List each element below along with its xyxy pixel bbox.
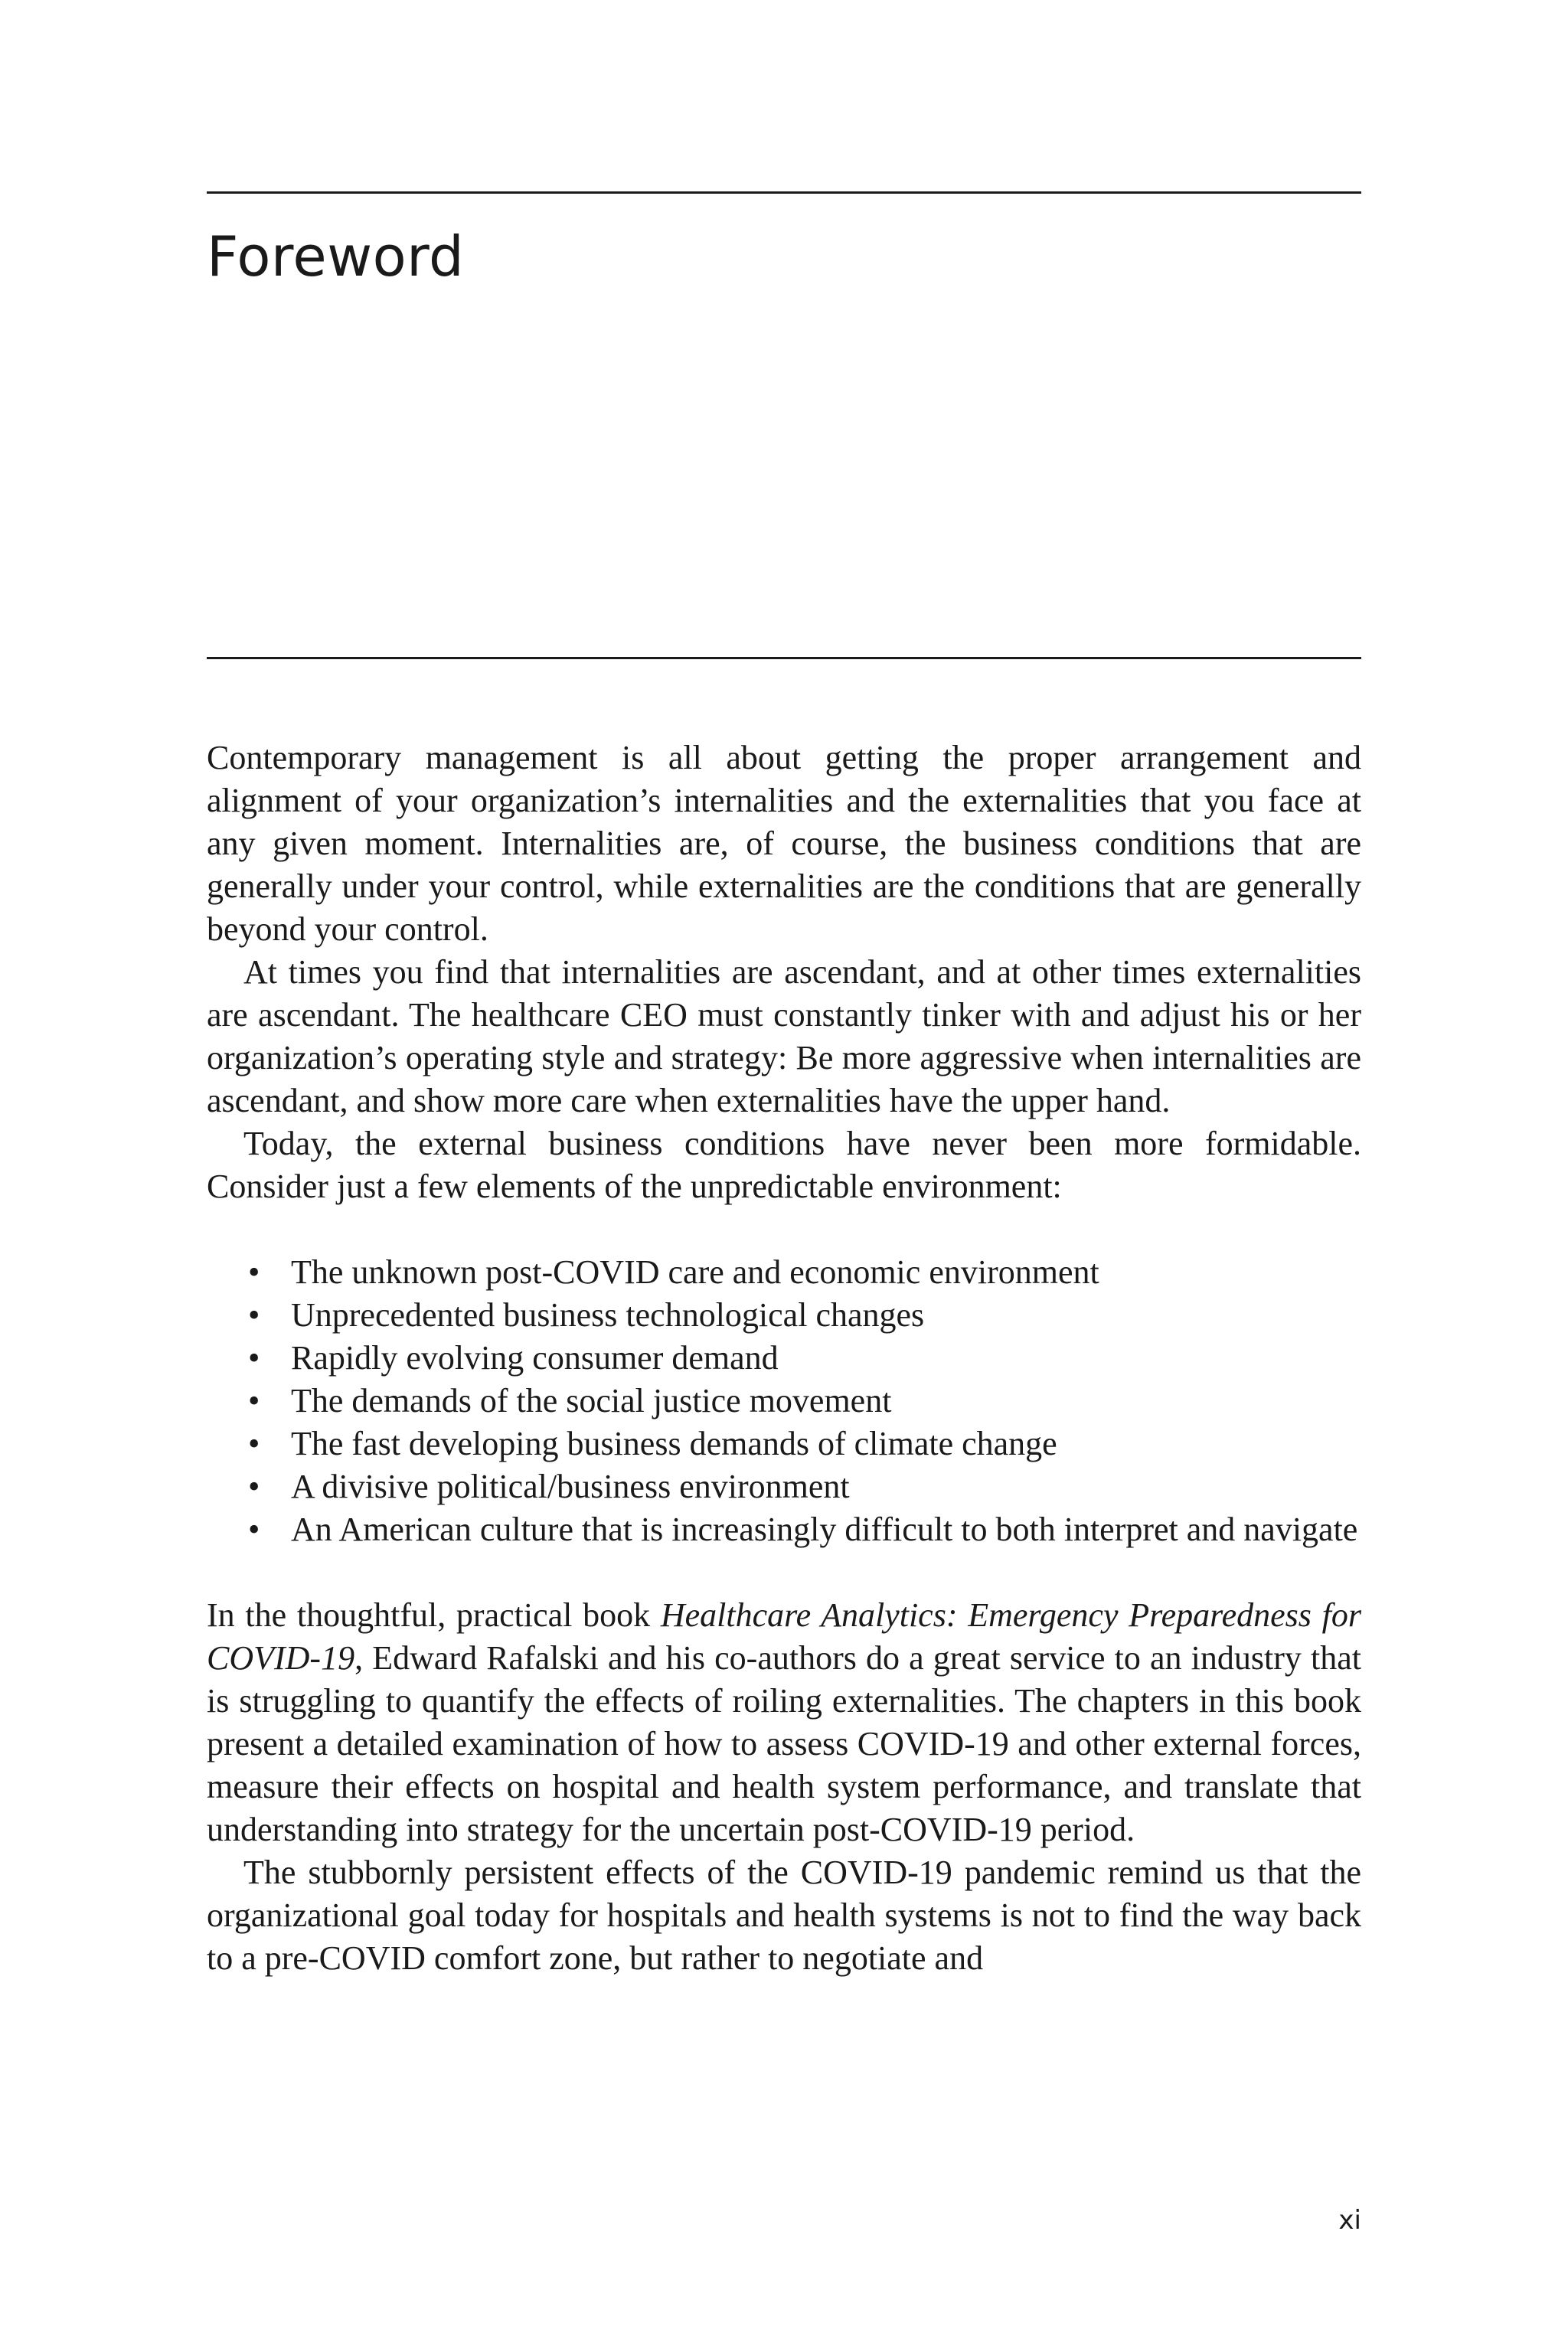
bullet-text: An American culture that is increasingly difficult to both interpret and navigate xyxy=(291,1511,1358,1548)
bullet-item xyxy=(248,1294,1361,1337)
title-bottom-rule xyxy=(207,657,1361,659)
paragraph-5: The stubbornly persistent effects of the COVID-19 pandemic remind us that the organizational goal today for hospitals and health systems is not to find the way back to a pre-COVID comfort zone, but rather to negotiate and xyxy=(207,1854,1361,1977)
bullet-item xyxy=(248,1423,1361,1465)
bullet-item xyxy=(248,1380,1361,1423)
bullet-list xyxy=(207,1251,1361,1551)
paragraph-3: Today, the external business conditions have never been more formidable. Consider just a few elements of the unpredictable environment: xyxy=(207,1125,1361,1205)
bullet-dot: • xyxy=(248,1253,260,1291)
bullet-text: The unknown post-COVID care and economic environment xyxy=(291,1253,1099,1291)
bullet-item xyxy=(248,1465,1361,1508)
paragraph-4-lead: In the thoughtful, practical book xyxy=(207,1596,661,1634)
bullet-dot: • xyxy=(248,1382,260,1419)
bullet-dot: • xyxy=(248,1339,260,1377)
bullet-dot: • xyxy=(248,1468,260,1505)
bullet-dot: • xyxy=(248,1296,260,1334)
chapter-title: Foreword xyxy=(207,224,465,289)
page-number: xi xyxy=(1338,2205,1361,2236)
book-title: Healthcare Analytics: Emergency Preparedness for COVID-19 xyxy=(207,1596,1361,1677)
top-rule xyxy=(207,191,1361,194)
bullet-text: The demands of the social justice movement xyxy=(291,1382,892,1419)
paragraph-4-rest: , Edward Rafalski and his co-authors do a great service to an industry that is struggling to quantify the effects of roiling externalities. The chapters in this book present a detailed examination of how to assess COVID-19 and other external forces, measure their effects on hospital and health system performance, and translate that understanding into strategy for the uncertain post-COVID-19 period. xyxy=(207,1639,1361,1848)
bullet-item xyxy=(248,1337,1361,1380)
bullet-text: Rapidly evolving consumer demand xyxy=(291,1339,779,1377)
bullet-item xyxy=(248,1508,1361,1551)
paragraph-4 xyxy=(207,1594,1361,1851)
bullet-item xyxy=(248,1251,1361,1294)
bullet-dot: • xyxy=(248,1511,260,1548)
paragraph-1: Contemporary management is all about getting the proper arrangement and alignment of your organization’s internalities and the externalities that you face at any given moment. Internalities are, of course, the business conditions that are generally under your control, while externalities are the conditions that are generally beyond your control. xyxy=(207,739,1361,948)
paragraph-2: At times you find that internalities are ascendant, and at other times externalities are ascendant. The healthcare CEO must constantly tinker with and adjust his or her organization’s operating style and strategy: Be more aggressive when internalities are ascendant, and show more care when externalities have the upper hand. xyxy=(207,953,1361,1119)
bullet-text: The fast developing business demands of climate change xyxy=(291,1425,1057,1462)
body-text xyxy=(207,737,1361,1980)
bullet-dot: • xyxy=(248,1425,260,1462)
bullet-text: A divisive political/business environment xyxy=(291,1468,850,1505)
bullet-text: Unprecedented business technological changes xyxy=(291,1296,925,1334)
